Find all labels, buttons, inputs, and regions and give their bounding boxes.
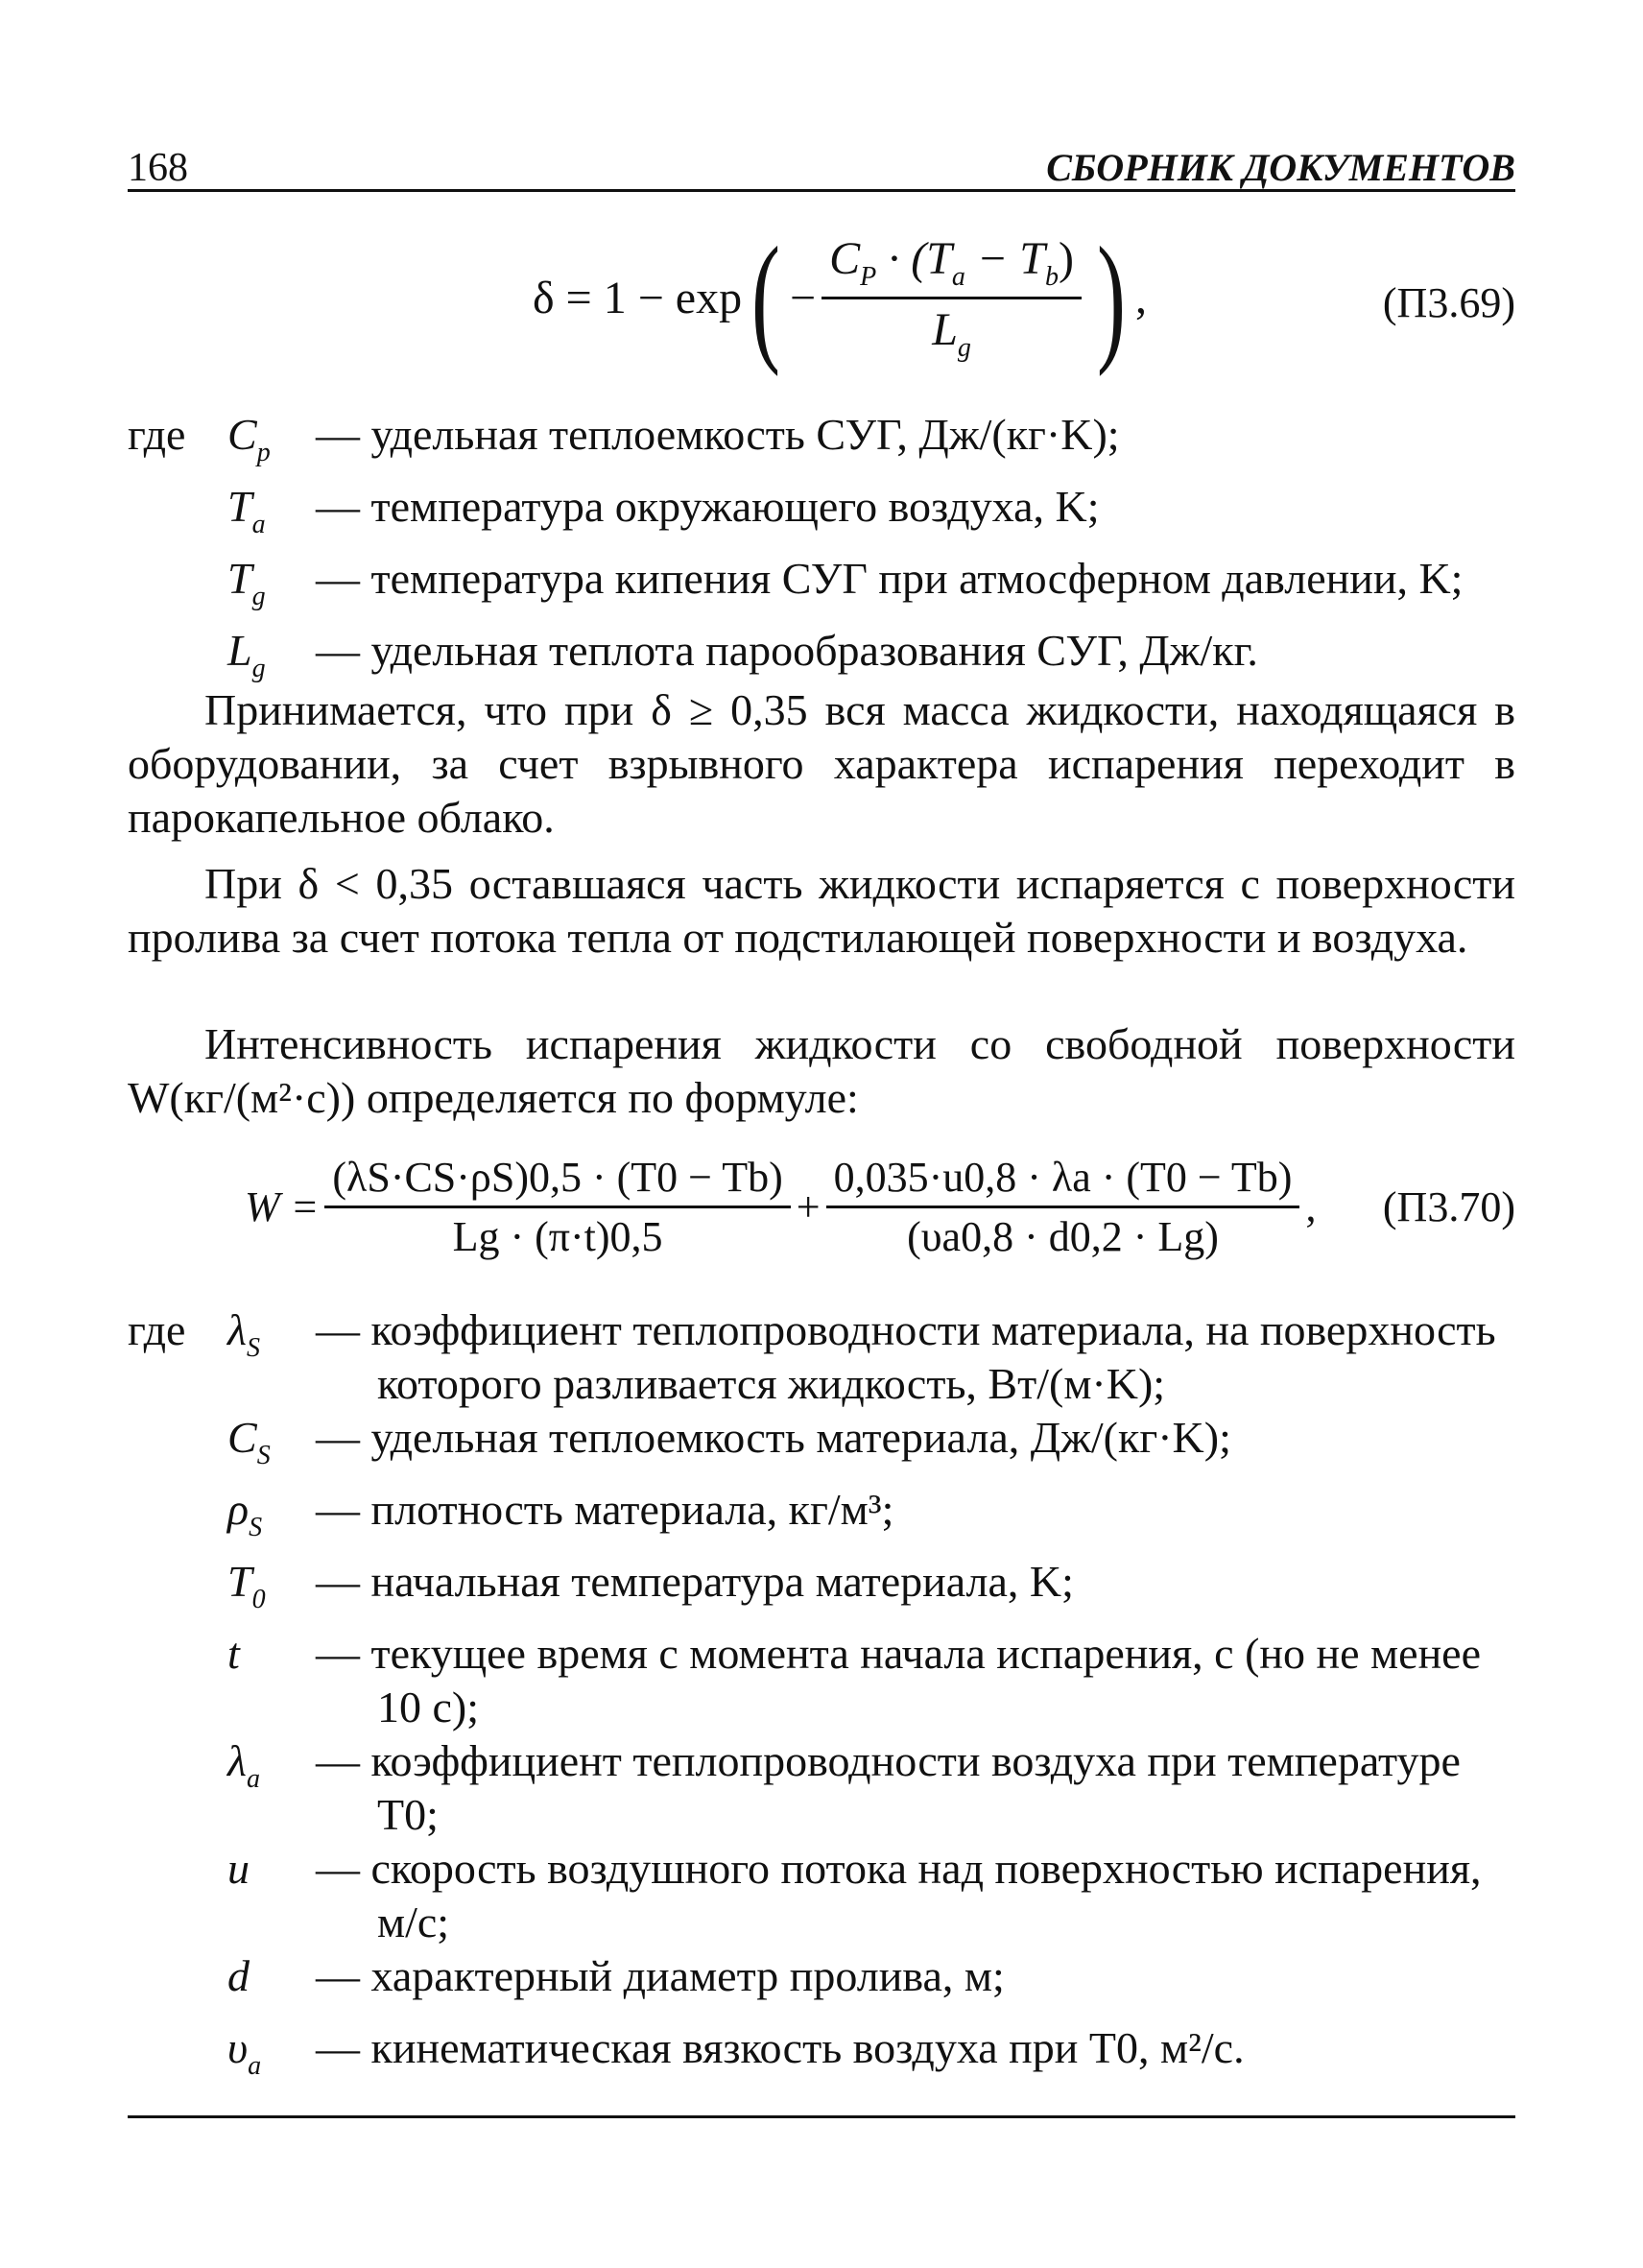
denominator-1: Lg · (π·t)0,5 — [452, 1213, 663, 1260]
plus-sign: + — [796, 1183, 821, 1230]
numerator: $C_P \cdot (T_a - T_b)$ — [822, 232, 1082, 299]
definition-symbol: $\rho_S$ — [227, 1485, 263, 1542]
definition-symbol: $C_p$ — [227, 410, 271, 467]
definition-symbol: $T_a$ — [227, 482, 266, 539]
definition-lead — [128, 552, 227, 624]
definition-row — [128, 1734, 1515, 1842]
definition-symbol: $\lambda_a$ — [227, 1736, 260, 1794]
fraction — [822, 232, 1082, 364]
header-rule — [128, 189, 1515, 192]
definition-row — [128, 1483, 1515, 1555]
definition-lead — [128, 480, 227, 552]
fraction-2 — [826, 1153, 1300, 1261]
definition-text: — удельная теплоемкость СУГ, Дж/(кг·K); — [316, 410, 1120, 459]
definition-lead — [128, 1842, 227, 1949]
definition-symbol: $\lambda_S$ — [227, 1305, 260, 1363]
definition-symbol: t — [227, 1629, 240, 1678]
definition-text: — удельная теплота парообразования СУГ, Дж/кг. — [316, 626, 1258, 675]
definition-text: — плотность материала, кг/м³; — [316, 1485, 894, 1534]
definition-text: — текущее время с момента начала испарения, с (но не менее 10 с); — [316, 1629, 1482, 1731]
equation-number-p3-69: (П3.69) — [1382, 279, 1515, 326]
formula-lhs: δ = 1 − exp — [533, 272, 743, 323]
definitions-list-2 — [128, 1303, 1515, 2093]
definition-row — [128, 1949, 1515, 2021]
definition-lead — [128, 1734, 227, 1842]
paragraph-1: Принимается, что при δ ≥ 0,35 вся масса жидкости, находящаяся в оборудовании, за счет взрывного характера испарения переходит в парокапельное облако. — [128, 685, 1515, 842]
definition-lead — [128, 1627, 227, 1734]
fraction-1 — [324, 1153, 790, 1261]
right-paren: ) — [1096, 218, 1126, 377]
formula-p3-70 — [245, 1142, 1316, 1272]
definition-lead — [128, 1483, 227, 1555]
page-number: 168 — [128, 146, 188, 190]
bottom-rule — [128, 2115, 1515, 2118]
definition-text: — коэффициент теплопроводности материала, на поверхность которого разливается жидкость, Вт/(м·K); — [316, 1305, 1496, 1408]
definition-row — [128, 1303, 1515, 1411]
definition-symbol: $L_g$ — [227, 626, 266, 683]
definition-symbol: $\upsilon_a$ — [227, 2023, 262, 2081]
definition-symbol: $C_S$ — [227, 1413, 271, 1470]
trailing-comma: , — [1305, 1183, 1317, 1230]
left-paren: ( — [751, 218, 781, 377]
definition-lead: где — [128, 1305, 186, 1354]
definition-lead — [128, 1555, 227, 1627]
paragraph-2: При δ < 0,35 оставшаяся часть жидкости испаряется с поверхности пролива за счет потока тепла от подстилающей поверхности и воздуха. — [128, 859, 1515, 962]
definition-text: — температура окружающего воздуха, K; — [316, 482, 1100, 531]
definition-lead — [128, 1411, 227, 1483]
denominator: $L_g$ — [932, 303, 971, 363]
definition-text: — температура кипения СУГ при атмосферном давлении, K; — [316, 554, 1464, 603]
definition-symbol: u — [227, 1844, 250, 1893]
definition-row — [128, 1555, 1515, 1627]
definition-lead: где — [128, 410, 186, 459]
denominator-2: (υa0,8 · d0,2 · Lg) — [907, 1213, 1219, 1260]
definitions-list-1 — [128, 408, 1515, 696]
definition-symbol: $T_g$ — [227, 554, 266, 611]
definition-text: — начальная температура материала, K; — [316, 1557, 1074, 1606]
definition-row — [128, 1842, 1515, 1949]
numerator-2: 0,035·u0,8 · λa · (T0 − Tb) — [826, 1153, 1300, 1208]
running-title: СБОРНИК ДОКУМЕНТОВ — [1046, 146, 1515, 189]
numerator-1: (λS·CS·ρS)0,5 · (T0 − Tb) — [324, 1153, 790, 1208]
definition-symbol: d — [227, 1951, 250, 2000]
definition-lead — [128, 1949, 227, 2021]
definition-text: — кинематическая вязкость воздуха при T0, м²/с. — [316, 2023, 1245, 2072]
formula-lhs: W = — [245, 1183, 320, 1230]
minus-sign: − — [790, 272, 817, 323]
definition-row — [128, 480, 1515, 552]
definition-row — [128, 552, 1515, 624]
paragraph-3: Интенсивность испарения жидкости со свободной поверхности W(кг/(м²·с)) определяется по формуле: — [128, 1019, 1515, 1122]
definition-text: — скорость воздушного потока над поверхностью испарения, м/с; — [316, 1844, 1482, 1946]
definition-text: — удельная теплоемкость материала, Дж/(кг·K); — [316, 1413, 1231, 1462]
definition-row — [128, 408, 1515, 480]
definition-symbol: $T_0$ — [227, 1557, 266, 1614]
definition-row — [128, 1411, 1515, 1483]
trailing-comma: , — [1134, 272, 1147, 323]
definition-row — [128, 1627, 1515, 1734]
formula-p3-69 — [533, 216, 1147, 379]
definition-text: — характерный диаметр пролива, м; — [316, 1951, 1005, 2000]
definition-row — [128, 2021, 1515, 2093]
definition-text: — коэффициент теплопроводности воздуха при температуре T0; — [316, 1736, 1461, 1839]
definition-lead — [128, 2021, 227, 2093]
equation-number-p3-70: (П3.70) — [1382, 1183, 1515, 1230]
